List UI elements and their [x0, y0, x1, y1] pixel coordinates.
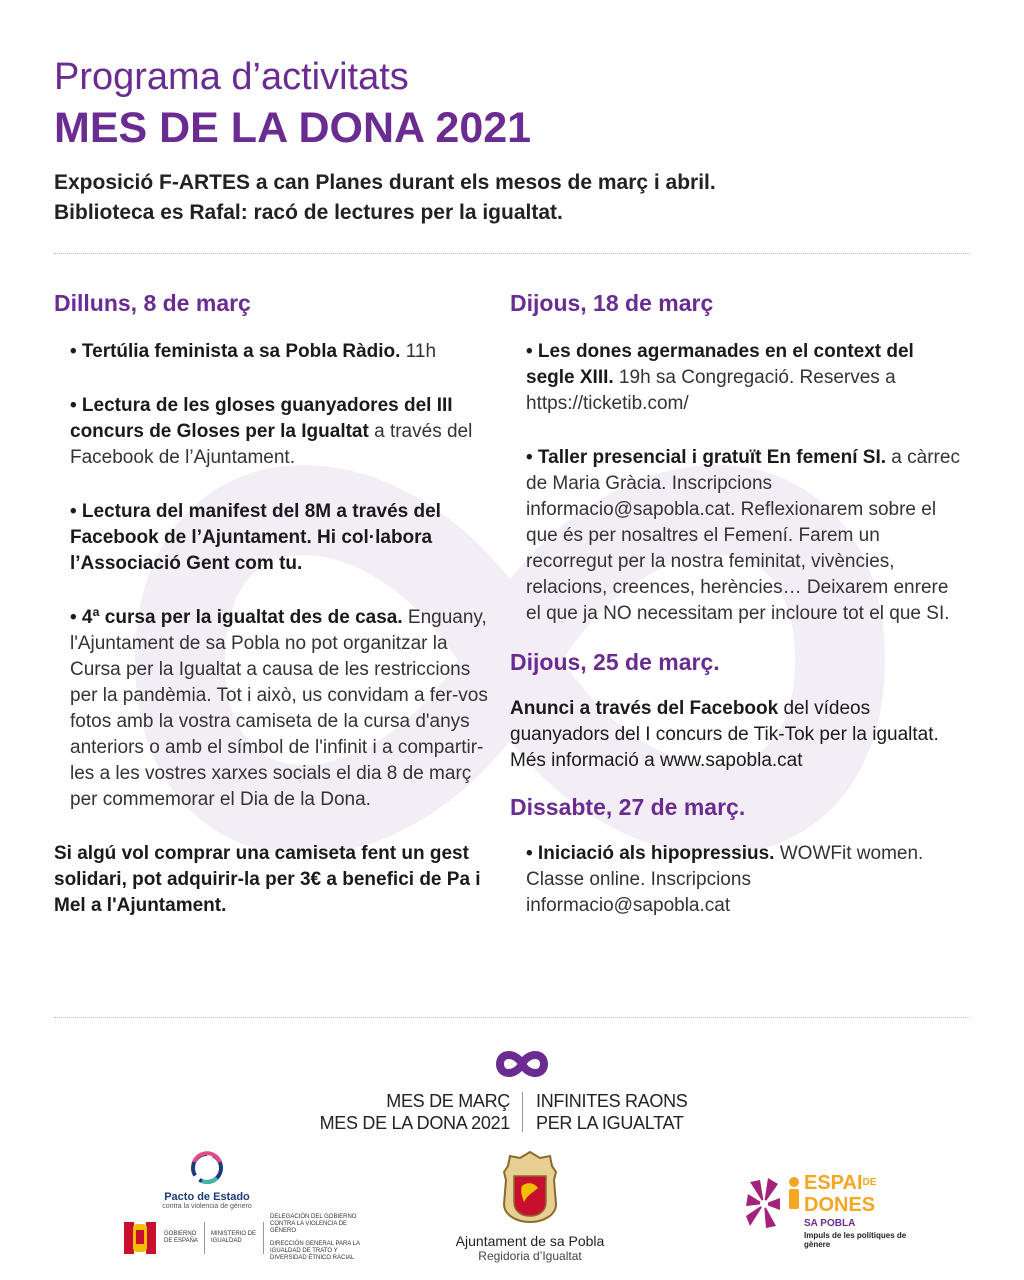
campaign-line: MES DE MARÇ — [386, 1091, 510, 1111]
ajuntament-logo — [440, 1150, 620, 1263]
campaign-line: INFINITES RAONS — [536, 1091, 688, 1111]
activity-title: • Iniciació als hipopressius. — [526, 843, 775, 864]
espai-word: ESPAI — [804, 1172, 863, 1194]
day-heading: Dijous, 25 de març. — [510, 649, 720, 675]
espai-symbol-icon — [746, 1176, 782, 1232]
activity-item — [54, 393, 494, 471]
government-logos — [122, 1214, 360, 1262]
activity-title: • 4ª cursa per la igualtat des de casa. — [70, 607, 403, 628]
espai-location: SA POBLA — [804, 1218, 856, 1229]
espai-text — [804, 1172, 914, 1249]
announcement-detail: del vídeos guanyadors del I concurs de Tik-Tok per la igualtat. Més informació a www.sapobla.cat — [510, 698, 939, 771]
intro-block — [54, 168, 716, 228]
campaign-text-right — [536, 1090, 736, 1134]
divider-bottom — [54, 1017, 970, 1018]
page-title: MES DE LA DONA 2021 — [54, 104, 532, 152]
person-icon — [786, 1176, 802, 1212]
campaign-divider — [522, 1092, 523, 1132]
divider-top — [54, 253, 970, 254]
direction-label: DIRECCIÓN GENERAL PARA LA IGUALDAD DE TRATO Y DIVERSIDAD ÉTNICO RACIAL — [270, 1241, 360, 1261]
espai-de: DE — [862, 1177, 877, 1188]
activity-detail: 11h — [400, 341, 437, 362]
ministry-label: MINISTERIO DE IGUALDAD — [211, 1231, 257, 1244]
announcement-title: Anunci a través del Facebook — [510, 698, 779, 719]
campaign-line: PER LA IGUALTAT — [536, 1113, 684, 1133]
activity-item — [510, 841, 960, 919]
activity-title: • Tertúlia feminista a sa Pobla Ràdio. — [70, 341, 401, 362]
activity-detail: 19h sa Congregació. Reserves a https://ticketib.com/ — [526, 367, 896, 414]
announcement — [510, 696, 960, 774]
activity-detail: a càrrec de Maria Gràcia. Inscripcions informacio@sapobla.cat. Reflexionarem sobre el que és per nosaltres el Femení. Farem un recorregut per la nostra feminitat, vivències, relacions, creences, herències… Deixarem enrere el que ja NO necessitam per incloure tot el que SI. — [526, 447, 960, 624]
right-column — [510, 290, 960, 947]
closing-note: Si algú vol comprar una camiseta fent un gest solidari, pot adquirir-la per 3€ a benefici de Pa i Mel a l'Ajuntament. — [54, 843, 481, 916]
activity-detail: a través del Facebook de l’Ajuntament. — [70, 421, 473, 468]
campaign-text-left — [310, 1090, 510, 1134]
spain-coat-of-arms-icon — [122, 1218, 158, 1258]
activity-detail: Enguany, l'Ajuntament de sa Pobla no pot organitzar la Cursa per la Igualtat a causa de les restriccions per la pandèmia. Tot i això, us convidam a fer-vos fotos amb la vostra camiseta de la cursa d'anys anteriors o amb el símbol de l'infinit i a compartir-les a les vostres xarxes socials el dia 8 de març per commemorar el Dia de la Dona. — [70, 607, 488, 810]
delegation-label: DELEGACIÓN DEL GOBIERNO CONTRA LA VIOLENCIA DE GÉNERO — [270, 1214, 357, 1234]
day-heading: Dissabte, 27 de març. — [510, 794, 746, 820]
left-column — [54, 290, 494, 947]
regidoria-name: Regidoria d’Igualtat — [478, 1249, 582, 1263]
espai-tagline: Impuls de les polítiques de gènere — [804, 1231, 907, 1249]
title-subheading: Programa d’activitats — [54, 56, 409, 98]
espai-word: DONES — [804, 1194, 876, 1216]
infinity-logo-icon — [494, 1044, 550, 1084]
activity-item — [510, 445, 960, 627]
ajuntament-name: Ajuntament de sa Pobla — [455, 1233, 605, 1249]
pacto-estado-logo — [122, 1150, 332, 1210]
town-shield-icon — [500, 1150, 560, 1224]
activity-item — [54, 605, 494, 813]
day-heading: Dijous, 18 de març — [510, 290, 714, 316]
pacto-title: Pacto de Estado — [164, 1191, 250, 1203]
activity-item — [54, 339, 494, 365]
campaign-line: MES DE LA DONA 2021 — [319, 1113, 510, 1133]
pacto-circle-icon — [122, 1150, 292, 1186]
espai-de-dones-logo — [746, 1172, 946, 1249]
activity-title: • Les dones agermanades en el context del segle XIII. — [526, 341, 914, 388]
espai-title — [804, 1172, 914, 1216]
pacto-subtitle: contra la violencia de género — [162, 1203, 252, 1210]
activity-title: • Taller presencial i gratuït En femení SI. — [526, 447, 887, 468]
activity-item — [54, 499, 494, 577]
gov-label: GOBIERNO DE ESPAÑA — [164, 1231, 198, 1244]
activity-item — [510, 339, 960, 417]
intro-line: Exposició F-ARTES a can Planes durant els mesos de març i abril. — [54, 171, 716, 194]
intro-line: Biblioteca es Rafal: racó de lectures per la igualtat. — [54, 201, 563, 224]
activity-title: • Lectura del manifest del 8M a través del Facebook de l’Ajuntament. Hi col·labora l’Associació Gent com tu. — [70, 501, 441, 574]
activity-detail: WOWFit women. Classe online. Inscripcions informacio@sapobla.cat — [526, 843, 924, 916]
day-heading: Dilluns, 8 de març — [54, 290, 251, 316]
activity-title: • Lectura de les gloses guanyadores del III concurs de Gloses per la Igualtat — [70, 395, 453, 442]
